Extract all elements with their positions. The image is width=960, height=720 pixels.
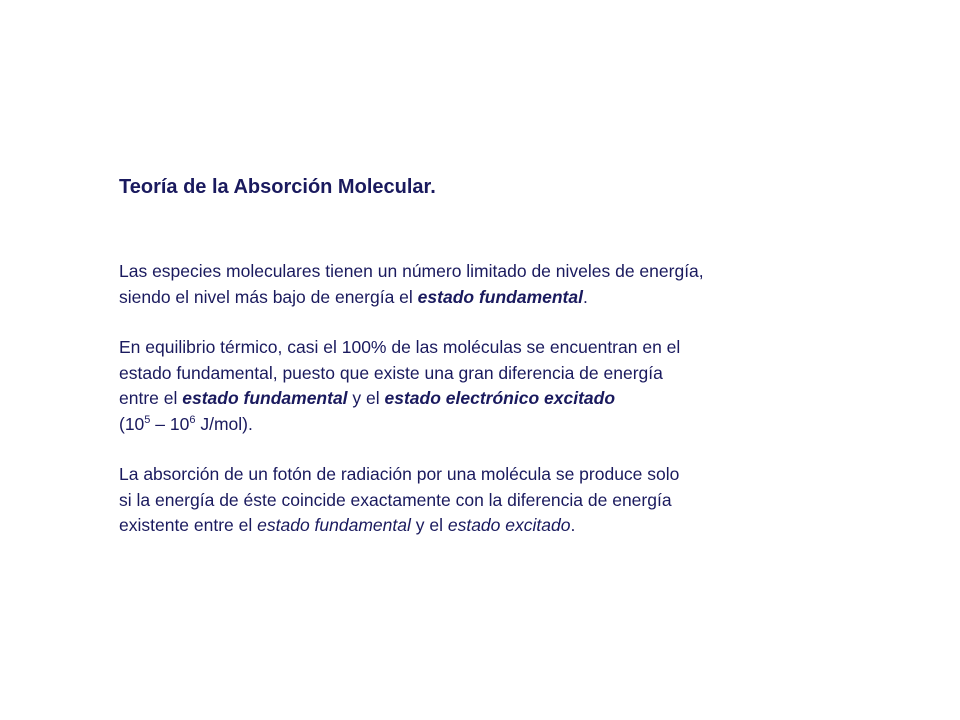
text-span: .: [582, 286, 588, 307]
slide-title: Teoría de la Absorción Molecular.: [119, 176, 436, 198]
emphasis-term: estado electrónico excitado: [384, 388, 616, 408]
paragraph-photon-absorption: [119, 462, 879, 539]
text-line: [119, 462, 879, 488]
text-span: .: [570, 515, 576, 535]
text-line: [119, 386, 879, 412]
text-span: estado fundamental, puesto que existe una gran diferencia de energía: [119, 362, 663, 383]
text-span: (10: [119, 413, 145, 434]
slide-body: [119, 259, 879, 564]
text-line: [119, 361, 879, 387]
text-line: [119, 335, 879, 361]
energy-range: [119, 412, 879, 438]
paragraph-energy-levels: [119, 259, 879, 310]
text-span: J/mol).: [195, 413, 253, 434]
paragraph-thermal-equilibrium: [119, 335, 879, 437]
emphasis-term: estado fundamental: [182, 388, 348, 408]
text-line: [119, 488, 879, 514]
text-line: [119, 285, 879, 311]
emphasis-term: estado excitado: [447, 515, 571, 535]
text-span: La absorción de un fotón de radiación por una molécula se produce solo: [119, 464, 680, 484]
superscript: 5: [144, 413, 151, 426]
text-span: si la energía de éste coincide exactamente con la diferencia de energía: [119, 489, 672, 510]
text-span: y el: [410, 515, 448, 535]
text-span: siendo el nivel más bajo de energía el: [119, 286, 418, 307]
text-span: Las especies moleculares tienen un número limitado de niveles de energía,: [119, 261, 704, 281]
emphasis-term: estado fundamental: [417, 286, 583, 307]
text-span: existente entre el: [119, 515, 258, 535]
text-span: entre el: [119, 388, 183, 408]
text-span: y el: [347, 388, 385, 408]
text-span: En equilibrio térmico, casi el 100% de las moléculas se encuentran en el: [119, 337, 681, 357]
superscript: 6: [189, 413, 196, 426]
text-line: [119, 513, 879, 539]
emphasis-term: estado fundamental: [257, 515, 411, 535]
text-span: – 10: [150, 413, 190, 434]
text-line: [119, 259, 879, 285]
